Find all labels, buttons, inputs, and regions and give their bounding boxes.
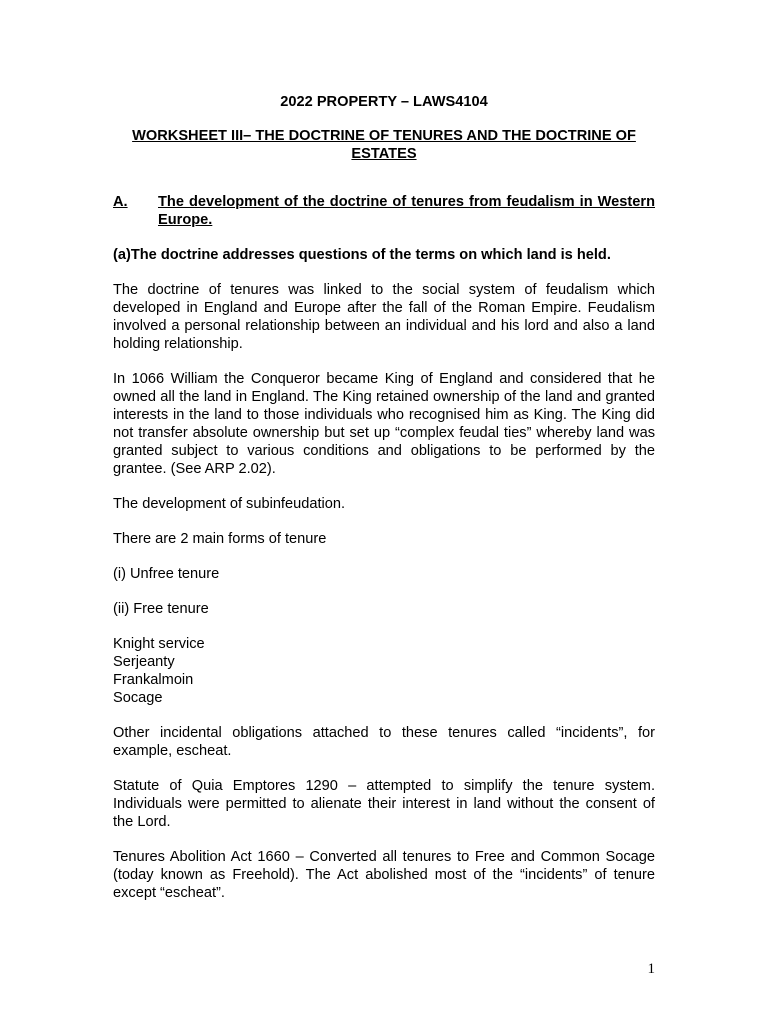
section-a-heading: [113, 193, 655, 229]
section-a-title: The development of the doctrine of tenures from feudalism in Western Europe.: [158, 194, 655, 228]
free-tenures-list: [113, 635, 655, 707]
paragraph-william-conqueror: In 1066 William the Conqueror became King of England and considered that he owned all the land in England. The King retained ownership of the land and granted interests in the land to those individuals who recognised him as King. The King did not transfer absolute ownership but set up “complex feudal ties” whereby land was granted subject to various conditions and obligations to be performed by the grantee. (See ARP 2.02).: [113, 371, 655, 477]
paragraph-subinfeudation: The development of subinfeudation.: [113, 496, 346, 512]
list-item: Knight service: [113, 636, 205, 652]
section-a-letter: A.: [113, 194, 128, 210]
list-item: Frankalmoin: [113, 672, 194, 688]
paragraph-free-tenure: (ii) Free tenure: [113, 601, 209, 617]
paragraph-forms-of-tenure: There are 2 main forms of tenure: [113, 531, 327, 547]
paragraph-unfree-tenure: (i) Unfree tenure: [113, 566, 220, 582]
paragraph-incidents: Other incidental obligations attached to these tenures called “incidents”, for example, escheat.: [113, 725, 655, 759]
list-item: Socage: [113, 690, 163, 706]
document-content: [113, 93, 655, 919]
paragraph-tenures-abolition: Tenures Abolition Act 1660 – Converted all tenures to Free and Common Socage (today known as Freehold). The Act abolished most of the “incidents” of tenure except “escheat”.: [113, 849, 655, 901]
paragraph-feudalism: The doctrine of tenures was linked to the social system of feudalism which developed in England and Europe after the fall of the Roman Empire. Feudalism involved a personal relationship between an individual and his lord and also a land holding relationship.: [113, 282, 655, 352]
list-item: Serjeanty: [113, 654, 175, 670]
subheading-a: (a)The doctrine addresses questions of the terms on which land is held.: [113, 247, 611, 263]
paragraph-quia-emptores: Statute of Quia Emptores 1290 – attempted to simplify the tenure system. Individuals were permitted to alienate their interest in land without the consent of the Lord.: [113, 778, 655, 830]
course-title: 2022 PROPERTY – LAWS4104: [280, 94, 488, 110]
worksheet-title: WORKSHEET III– THE DOCTRINE OF TENURES AND THE DOCTRINE OF ESTATES: [132, 128, 636, 162]
page-number: 1: [647, 961, 655, 977]
